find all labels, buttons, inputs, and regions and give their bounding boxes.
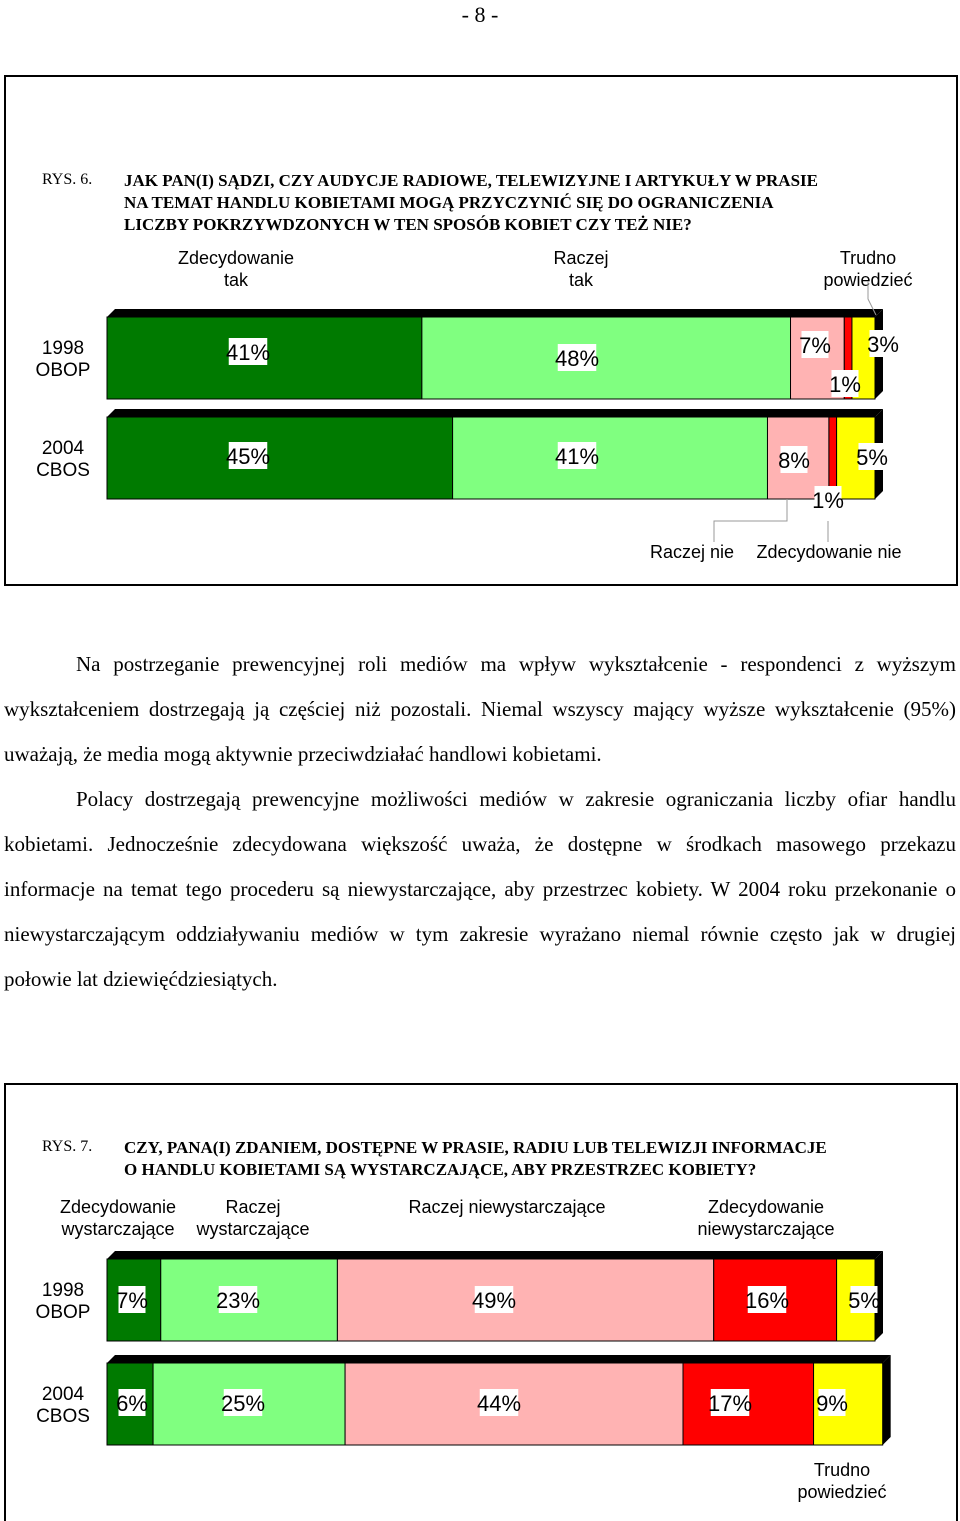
value-label: 7%	[116, 1288, 148, 1313]
figure-6-title-line: LICZBY POKRZYWDZONYCH W TEN SPOSÓB KOBIET CZY TEŻ NIE?	[124, 215, 692, 234]
legend-label: tak	[223, 270, 249, 290]
legend-label: Raczej nie	[649, 542, 735, 562]
row-label: OBOP	[35, 1302, 91, 1323]
row-label: OBOP	[35, 360, 91, 381]
value-label: 7%	[799, 333, 831, 358]
legend-label: Raczej niewystarczające	[408, 1197, 606, 1217]
row-label: CBOS	[36, 460, 90, 481]
legend-label: wystarczające	[196, 1219, 310, 1239]
page-number: - 8 -	[461, 2, 499, 27]
legend-label: Raczej	[225, 1197, 281, 1217]
value-label: 45%	[225, 444, 271, 469]
figure-7-frame	[4, 1083, 958, 1521]
row-label: 2004	[41, 438, 85, 459]
bar-top-depth	[107, 309, 883, 317]
legend-label: tak	[568, 270, 594, 290]
figure-6-frame	[4, 75, 958, 586]
value-label: 1%	[829, 372, 861, 397]
bar-segment	[337, 1259, 713, 1341]
chart-fig6	[6, 77, 956, 584]
legend-label: Zdecydowanie	[177, 248, 295, 268]
bar-segment	[107, 417, 453, 499]
figure-6-label: RYS. 6.	[42, 171, 93, 188]
chart-fig7	[6, 1085, 956, 1521]
legend-label: Trudno	[813, 1460, 871, 1480]
value-label: 8%	[778, 448, 810, 473]
leader-line	[714, 499, 787, 542]
value-label: 5%	[848, 1288, 880, 1313]
paragraph: Na postrzeganie prewencyjnej roli mediów ma wpływ wykształcenie - respondenci z wyższym wykształceniem dostrzegają ją częściej niż pozostali. Niemal wszyscy mający wyższe wykształcenie (95%) uważają, że media mogą aktywnie przeciwdziałać handlowi kobietami.	[4, 652, 956, 766]
paragraph: Polacy dostrzegają prewencyjne możliwości mediów w zakresie ograniczania liczby ofiar handlu kobietami. Jednocześnie zdecydowana większość uważa, że dostępne w środkach masowego przekazu informacje na temat tego procederu są niewystarczające, aby przestrzec kobiety. W 2004 roku przekonanie o niewystarczającym oddziaływaniu mediów w tym zakresie wyrażano niemal równie często jak w drugiej połowie lat dziewięćdziesiątych.	[4, 787, 956, 991]
value-label: 41%	[554, 444, 600, 469]
figure-6-title-line: NA TEMAT HANDLU KOBIETAMI MOGĄ PRZYCZYNIĆ SIĘ DO OGRANICZENIA	[124, 193, 774, 212]
value-label: 49%	[471, 1288, 517, 1313]
bar-top-depth	[107, 1355, 891, 1363]
value-label: 41%	[225, 340, 271, 365]
legend-label: Zdecydowanie	[59, 1197, 177, 1217]
legend-label: niewystarczające	[697, 1219, 835, 1239]
figure-7-title-line: O HANDLU KOBIETAMI SĄ WYSTARCZAJĄCE, ABY PRZESTRZEC KOBIETY?	[124, 1160, 757, 1179]
figure-7-title-line: CZY, PANA(I) ZDANIEM, DOSTĘPNE W PRASIE, RADIU LUB TELEWIZJI INFORMACJE	[124, 1138, 827, 1157]
row-label: CBOS	[36, 1406, 90, 1427]
row-label: 1998	[41, 338, 85, 359]
row-label: 1998	[41, 1280, 85, 1301]
figure-7-label: RYS. 7.	[42, 1138, 93, 1155]
value-label: 1%	[812, 488, 844, 513]
legend-label: Trudno	[839, 248, 897, 268]
bar-top-depth	[107, 1251, 883, 1259]
value-label: 48%	[554, 346, 600, 371]
value-label: 23%	[215, 1288, 261, 1313]
value-label: 16%	[744, 1288, 790, 1313]
body-text	[4, 642, 956, 1002]
bar-top-depth	[107, 409, 883, 417]
legend-label: powiedzieć	[823, 270, 913, 290]
legend-label: Zdecydowanie nie	[756, 542, 902, 562]
legend-label: wystarczające	[61, 1219, 175, 1239]
bar-segment	[453, 417, 768, 499]
value-label: 17%	[707, 1391, 753, 1416]
value-label: 5%	[856, 445, 888, 470]
value-label: 3%	[867, 332, 899, 357]
row-label: 2004	[41, 1384, 85, 1405]
value-label: 25%	[220, 1391, 266, 1416]
legend-label: powiedzieć	[797, 1482, 887, 1502]
value-label: 44%	[476, 1391, 522, 1416]
value-label: 6%	[116, 1391, 148, 1416]
value-label: 9%	[816, 1391, 848, 1416]
bar-segment	[422, 317, 791, 399]
legend-label: Raczej	[553, 248, 609, 268]
legend-label: Zdecydowanie	[707, 1197, 825, 1217]
bar-side-depth	[883, 1355, 891, 1445]
figure-6-title-line: JAK PAN(I) SĄDZI, CZY AUDYCJE RADIOWE, TELEWIZYJNE I ARTYKUŁY W PRASIE	[124, 171, 818, 190]
